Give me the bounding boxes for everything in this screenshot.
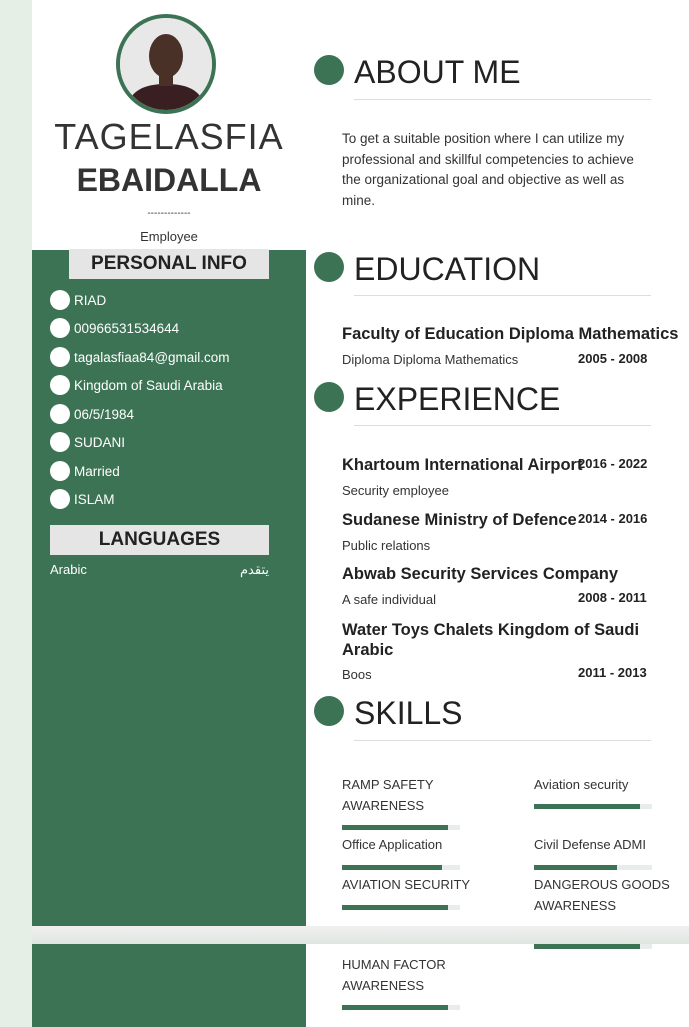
skill-name: Office Application	[342, 837, 443, 852]
experience-subtitle: Public relations	[342, 538, 431, 553]
experience-dates: 2008 - 2011	[578, 590, 647, 605]
job-title: Employee	[140, 229, 198, 244]
languages-heading: LANGUAGES	[50, 525, 269, 555]
skill-bar-fill	[534, 944, 640, 949]
last-name: EBAIDALLA	[76, 162, 262, 198]
about-heading: ABOUT ME	[354, 54, 521, 90]
skill-name: HUMAN FACTOR AWARENESS	[342, 957, 446, 993]
experience-dates: 2016 - 2022	[578, 456, 648, 471]
personal-info-item: RIAD	[50, 290, 106, 310]
section-marker-icon	[314, 696, 344, 726]
skill-bar	[534, 865, 652, 870]
section-marker-icon	[314, 382, 344, 412]
bullet-icon	[50, 404, 70, 424]
skill-name: Civil Defense ADMI	[534, 837, 646, 852]
education-title: Faculty of Education Diploma Mathematics	[342, 325, 679, 343]
experience-subtitle: A safe individual	[342, 592, 436, 607]
skill-name: RAMP SAFETY AWARENESS	[342, 777, 434, 813]
bullet-icon	[50, 347, 70, 367]
bullet-icon	[50, 318, 70, 338]
skill-bar-fill	[342, 1005, 448, 1010]
skill-name: DANGEROUS GOODS AWARENESS	[534, 877, 670, 913]
divider	[354, 99, 651, 100]
profile-photo	[116, 14, 216, 114]
skills-heading: SKILLS	[354, 695, 463, 731]
skill-bar	[534, 804, 652, 809]
experience-heading: EXPERIENCE	[354, 381, 561, 417]
skill-bar-fill	[342, 865, 442, 870]
divider	[354, 740, 651, 741]
skill-bar	[342, 905, 460, 910]
skill-bar-fill	[534, 865, 617, 870]
divider	[354, 295, 651, 296]
bullet-icon	[50, 375, 70, 395]
avatar-icon	[120, 18, 212, 110]
section-marker-icon	[314, 252, 344, 282]
experience-title: Sudanese Ministry of Defence	[342, 511, 577, 529]
skill-name: AVIATION SECURITY	[342, 877, 471, 892]
personal-info-item: Married	[50, 461, 120, 481]
page-break	[32, 926, 689, 944]
skill-name: Aviation security	[534, 777, 629, 792]
first-name: TAGELASFIA	[54, 116, 284, 157]
personal-info-item: 00966531534644	[50, 318, 179, 338]
personal-info-item: 06/5/1984	[50, 404, 134, 424]
skill-bar	[342, 1005, 460, 1010]
bullet-icon	[50, 290, 70, 310]
language-level: يتقدم	[240, 562, 269, 577]
resume-page	[32, 0, 689, 1027]
bullet-icon	[50, 489, 70, 509]
personal-info-item: ISLAM	[50, 489, 115, 509]
bullet-icon	[50, 432, 70, 452]
skill-bar-fill	[534, 804, 640, 809]
skill-bar	[342, 865, 460, 870]
education-dates: 2005 - 2008	[578, 351, 648, 366]
education-heading: EDUCATION	[354, 251, 541, 287]
name-separator: -------------	[147, 208, 191, 219]
experience-title: Abwab Security Services Company	[342, 565, 619, 583]
skill-bar	[534, 944, 652, 949]
personal-info-item: SUDANI	[50, 432, 125, 452]
profile-header	[32, 0, 306, 250]
experience-subtitle: Security employee	[342, 483, 449, 498]
personal-info-heading: PERSONAL INFO	[69, 249, 269, 279]
skill-bar	[342, 825, 460, 830]
language-name: Arabic	[50, 562, 87, 577]
personal-info-item: Kingdom of Saudi Arabia	[50, 375, 223, 395]
education-subtitle: Diploma Diploma Mathematics	[342, 352, 519, 367]
about-text: To get a suitable position where I can utilize my professional and skillful competencies to achieve the organizational goal and objective as well as mine.	[342, 131, 634, 208]
bullet-icon	[50, 461, 70, 481]
skill-bar-fill	[342, 825, 448, 830]
experience-title: Khartoum International Airport	[342, 456, 583, 474]
experience-dates: 2011 - 2013	[578, 665, 647, 680]
experience-dates: 2014 - 2016	[578, 511, 648, 526]
experience-subtitle: Boos	[342, 667, 372, 682]
section-marker-icon	[314, 55, 344, 85]
personal-info-item: tagalasfiaa84@gmail.com	[50, 347, 230, 367]
divider	[354, 425, 651, 426]
skill-bar-fill	[342, 905, 448, 910]
experience-title: Water Toys Chalets Kingdom of Saudi Arabic	[342, 621, 640, 659]
language-item	[50, 562, 269, 578]
